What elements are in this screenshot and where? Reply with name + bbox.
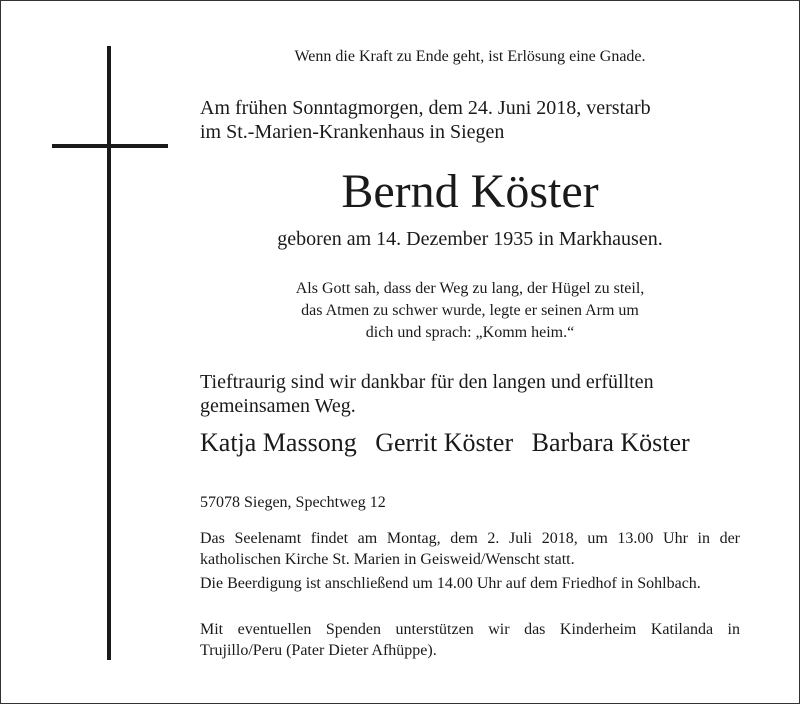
announcement-line: im St.-Marien-Krankenhaus in Siegen (200, 121, 505, 143)
donation-info: Mit eventuellen Spenden unterstützen wir das Kinderheim Katilanda in Trujillo/Peru (Pater Dieter Afhüppe). (200, 621, 740, 659)
thanks-line: gemeinsamen Weg. (200, 395, 356, 417)
mourner-name: Katja Massong (200, 428, 357, 457)
poem-line: dich und sprach: „Komm heim.“ (365, 324, 575, 341)
family-address: 57078 Siegen, Spechtweg 12 (200, 494, 386, 511)
cross-horizontal-bar (52, 144, 168, 148)
announcement-line: Am frühen Sonntagmorgen, dem 24. Juni 2018, verstarb (200, 97, 651, 119)
motto: Wenn die Kraft zu Ende geht, ist Erlösung eine Gnade. (294, 48, 646, 65)
requiem-info: Das Seelenamt findet am Montag, dem 2. Juli 2018, um 13.00 Uhr in der katholischen Kirche St. Marien in Geisweid/Wenscht statt. (200, 530, 740, 568)
mourner-name: Barbara Köster (531, 428, 690, 457)
cross-vertical-bar (107, 46, 111, 660)
poem (200, 278, 740, 344)
poem-line: Als Gott sah, dass der Weg zu lang, der Hügel zu steil, (295, 280, 645, 297)
poem-line: das Atmen zu schwer wurde, legte er seinen Arm um (301, 302, 639, 319)
mourner-names (200, 428, 760, 458)
burial-info: Die Beerdigung ist anschließend um 14.00 Uhr auf dem Friedhof in Sohlbach. (200, 575, 701, 592)
thanks-text (200, 370, 740, 418)
death-announcement (200, 96, 740, 144)
birth-info: geboren am 14. Dezember 1935 in Markhausen. (277, 228, 663, 250)
thanks-line: Tieftraurig sind wir dankbar für den langen und erfüllten (200, 371, 654, 393)
deceased-name: Bernd Köster (341, 165, 599, 218)
mourner-name: Gerrit Köster (375, 428, 514, 457)
